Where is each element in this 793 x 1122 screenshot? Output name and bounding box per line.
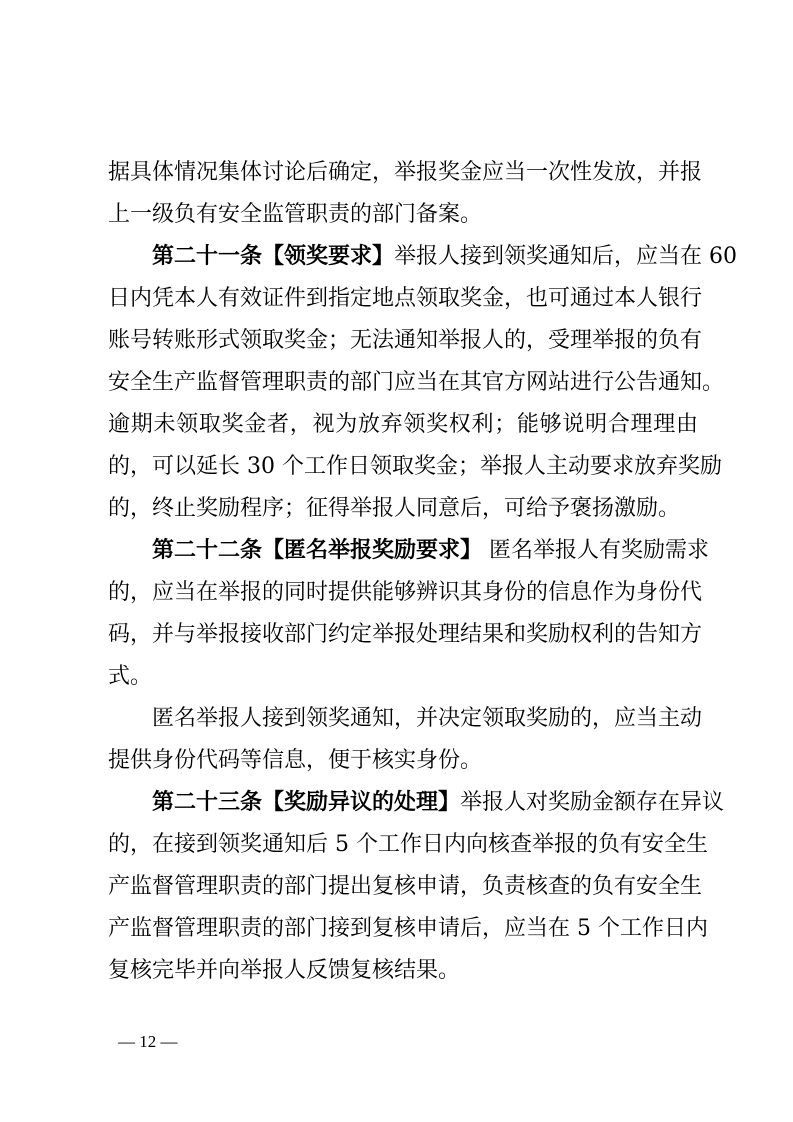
article-first-line xyxy=(108,782,725,824)
article-first-line xyxy=(108,530,710,572)
article-text: 举报人对奖励金额存在异议 xyxy=(460,790,725,815)
article-heading: 第二十一条【领奖要求】 xyxy=(152,244,395,269)
text-line: 提供身份代码等信息，便于核实身份。 xyxy=(108,748,483,773)
text-line: 的，应当在举报的同时提供能够辨识其身份的信息作为身份代 xyxy=(108,580,703,605)
article-text: 匿名举报人有奖励需求 xyxy=(489,538,710,563)
document-body xyxy=(108,152,738,992)
text-line: 的，在接到领奖通知后 5 个工作日内向核查举报的负有安全生 xyxy=(108,832,708,857)
article-23 xyxy=(108,782,725,992)
text-line: 的，终止奖励程序；征得举报人同意后，可给予褒扬激励。 xyxy=(108,496,681,521)
text-line: 日内凭本人有效证件到指定地点领取奖金，也可通过本人银行 xyxy=(108,286,703,311)
text-line: 码，并与举报接收部门约定举报处理结果和奖励权利的告知方 xyxy=(108,622,703,647)
article-heading: 第二十三条【奖励异议的处理】 xyxy=(152,790,461,815)
text-line: 上一级负有安全监管职责的部门备案。 xyxy=(108,202,483,227)
paragraph-continuation xyxy=(108,152,703,236)
text-line: 安全生产监督管理职责的部门应当在其官方网站进行公告通知。 xyxy=(108,370,725,395)
article-21 xyxy=(108,236,738,530)
text-line: 账号转账形式领取奖金；无法通知举报人的，受理举报的负有 xyxy=(108,328,703,353)
page-number: — 12 — xyxy=(118,1032,178,1051)
article-text: 举报人接到领奖通知后，应当在 60 xyxy=(394,244,738,269)
text-line: 复核完毕并向举报人反馈复核结果。 xyxy=(108,958,461,983)
article-heading: 第二十二条【匿名举报奖励要求】 xyxy=(152,538,483,563)
text-line: 的，可以延长 30 个工作日领取奖金；举报人主动要求放弃奖励 xyxy=(108,454,722,479)
paragraph-anonymous xyxy=(108,698,703,782)
text-line: 式。 xyxy=(108,664,153,689)
text-line: 逾期未领取奖金者，视为放弃领奖权利；能够说明合理理由 xyxy=(108,412,698,437)
article-first-line xyxy=(108,236,738,278)
text-line: 产监督管理职责的部门接到复核申请后，应当在 5 个工作日内 xyxy=(108,916,708,941)
text-line: 据具体情况集体讨论后确定，举报奖金应当一次性发放，并报 xyxy=(108,160,703,185)
article-22 xyxy=(108,530,710,698)
text-line: 匿名举报人接到领奖通知，并决定领取奖励的，应当主动 xyxy=(152,706,703,731)
text-line: 产监督管理职责的部门提出复核申请，负责核查的负有安全生 xyxy=(108,874,703,899)
